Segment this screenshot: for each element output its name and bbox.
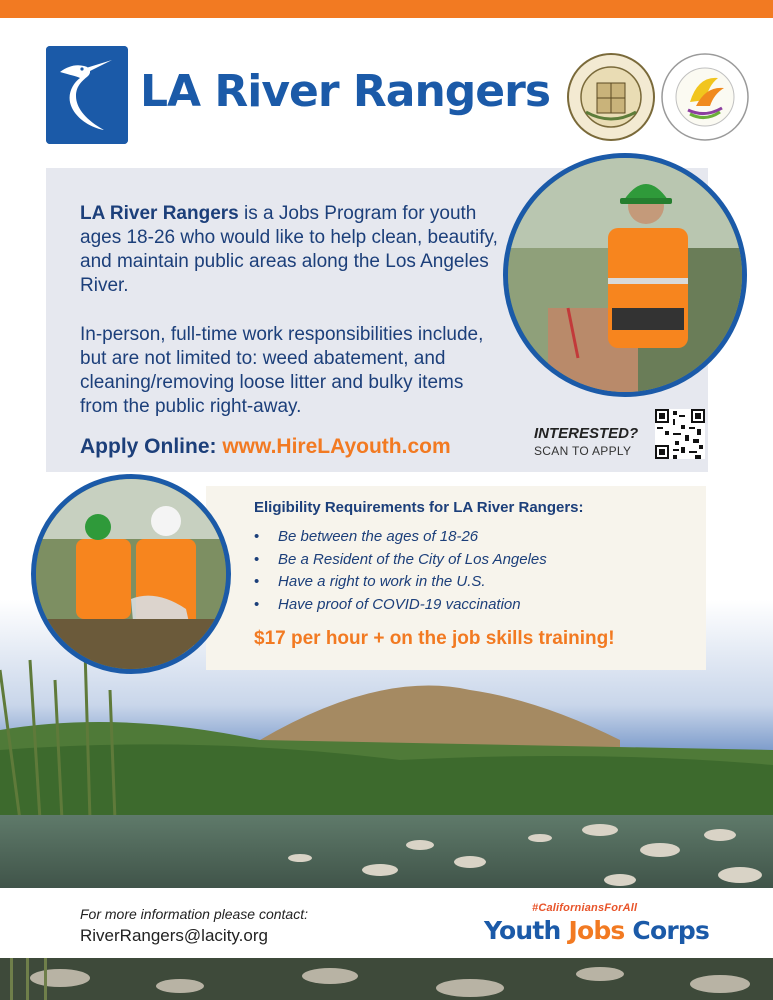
qr-subtext: SCAN TO APPLY [534,444,632,458]
program-description: is a Jobs Program for youth ages 18-26 who would like to help clean, beautify, and maintain public areas along the Los Angeles River. [80,203,498,296]
duties-text: In-person, full-time work responsibilities include, but are not limited to: weed abatement, and cleaning/removing loose litter and bulky items from the public right-away. [80,324,484,417]
eligibility-item-text: Have a right to work in the U.S. [278,573,486,590]
eligibility-item-text: Be between the ages of 18-26 [278,528,479,545]
city-of-los-angeles-seal-icon [566,52,656,142]
program-intro [80,202,500,298]
eligibility-item: • Have a right to work in the U.S. [254,573,486,590]
rangers-cleanup-photo [31,474,231,674]
eligibility-list [254,526,547,616]
public-works-seal-icon [660,52,750,142]
program-title: LA River Rangers [140,66,551,117]
eligibility-item-text: Be a Resident of the City of Los Angeles [278,550,547,568]
eligibility-item: • Be a Resident of the City of Los Angeles [254,550,547,568]
top-accent-bar [0,0,773,18]
ranger-photo [503,153,747,397]
qr-prompt [534,425,646,458]
eligibility-title: Eligibility Requirements for LA River Rangers: [254,499,584,516]
hashtag: #CaliforniansForAll [532,902,638,914]
eligibility-item: • Have proof of COVID-19 vaccination [254,595,521,613]
brand-youth: Youth [484,916,569,945]
brand-corps: Corps [624,916,710,945]
youth-jobs-corps-logo [484,916,709,945]
apply-online [80,435,451,459]
eligibility-item: • Be between the ages of 18-26 [254,528,479,545]
footer [0,888,773,958]
river-rocks-strip-image [0,958,773,1000]
wage-text: $17 per hour + on the job skills training! [254,628,615,649]
program-name: LA River Rangers [80,203,239,224]
brand-jobs: Jobs [568,916,625,945]
apply-link[interactable]: www.HireLAyouth.com [222,435,451,458]
contact-email-link[interactable]: RiverRangers@lacity.org [80,926,268,945]
eligibility-box [206,486,706,670]
qr-code-icon[interactable] [655,409,705,459]
heron-logo-icon [46,46,128,144]
contact-label: For more information please contact: [80,906,308,922]
eligibility-item-text: Have proof of COVID-19 vaccination [278,595,521,613]
qr-heading: INTERESTED? [534,425,639,442]
apply-label: Apply Online: [80,435,217,458]
